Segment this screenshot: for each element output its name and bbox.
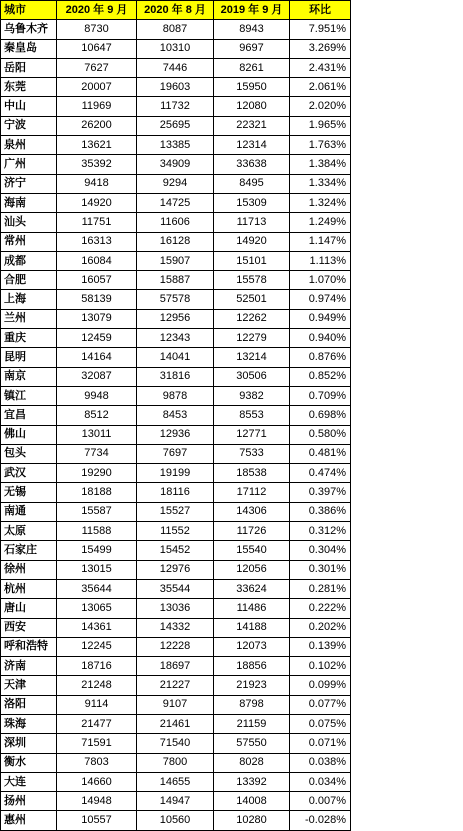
price-2020-sep-cell: 35644	[57, 579, 137, 598]
mom-change-cell: 0.876%	[290, 348, 351, 367]
price-2019-sep-cell: 12080	[214, 97, 290, 116]
price-2019-sep-cell: 17112	[214, 483, 290, 502]
city-cell: 衡水	[1, 753, 57, 772]
mom-change-cell: 0.075%	[290, 714, 351, 733]
price-2019-sep-cell: 22321	[214, 116, 290, 135]
price-2020-sep-cell: 7803	[57, 753, 137, 772]
city-cell: 天津	[1, 676, 57, 695]
price-2020-aug-cell: 11552	[137, 522, 214, 541]
city-cell: 济南	[1, 657, 57, 676]
city-cell: 太原	[1, 522, 57, 541]
city-cell: 泉州	[1, 136, 57, 155]
price-2020-aug-cell: 9294	[137, 174, 214, 193]
mom-change-cell: 0.974%	[290, 290, 351, 309]
price-2020-sep-cell: 16057	[57, 271, 137, 290]
price-2019-sep-cell: 7533	[214, 444, 290, 463]
price-2020-aug-cell: 15887	[137, 271, 214, 290]
price-2019-sep-cell: 13392	[214, 772, 290, 791]
mom-change-cell: 1.147%	[290, 232, 351, 251]
mom-change-cell: 1.334%	[290, 174, 351, 193]
city-cell: 呼和浩特	[1, 637, 57, 656]
mom-change-cell: 2.061%	[290, 78, 351, 97]
price-2019-sep-cell: 57550	[214, 734, 290, 753]
city-cell: 杭州	[1, 579, 57, 598]
price-2020-aug-cell: 11732	[137, 97, 214, 116]
price-2019-sep-cell: 30506	[214, 367, 290, 386]
price-2019-sep-cell: 10280	[214, 811, 290, 830]
price-2020-sep-cell: 13011	[57, 425, 137, 444]
city-cell: 宁波	[1, 116, 57, 135]
table-row	[1, 39, 351, 58]
city-cell: 中山	[1, 97, 57, 116]
city-cell: 广州	[1, 155, 57, 174]
price-2019-sep-cell: 52501	[214, 290, 290, 309]
table-row	[1, 792, 351, 811]
city-cell: 宜昌	[1, 406, 57, 425]
price-2020-aug-cell: 7446	[137, 58, 214, 77]
price-2019-sep-cell: 12262	[214, 309, 290, 328]
price-2020-sep-cell: 71591	[57, 734, 137, 753]
mom-change-cell: 0.071%	[290, 734, 351, 753]
price-2020-aug-cell: 34909	[137, 155, 214, 174]
price-2020-aug-cell: 14725	[137, 193, 214, 212]
price-2020-aug-cell: 7697	[137, 444, 214, 463]
price-2019-sep-cell: 15950	[214, 78, 290, 97]
mom-change-cell: 1.763%	[290, 136, 351, 155]
mom-change-cell: 0.099%	[290, 676, 351, 695]
mom-change-cell: 1.384%	[290, 155, 351, 174]
table-row	[1, 193, 351, 212]
price-2020-sep-cell: 21248	[57, 676, 137, 695]
mom-change-cell: 0.301%	[290, 560, 351, 579]
table-row	[1, 58, 351, 77]
mom-change-cell: 0.007%	[290, 792, 351, 811]
price-2020-sep-cell: 32087	[57, 367, 137, 386]
price-2020-aug-cell: 12976	[137, 560, 214, 579]
city-cell: 珠海	[1, 714, 57, 733]
column-header-2020-sep: 2020 年 9 月	[57, 1, 137, 20]
price-2020-sep-cell: 7734	[57, 444, 137, 463]
table-row	[1, 136, 351, 155]
mom-change-cell: 0.698%	[290, 406, 351, 425]
price-2020-sep-cell: 35392	[57, 155, 137, 174]
price-2020-sep-cell: 10647	[57, 39, 137, 58]
table-row	[1, 213, 351, 232]
price-2019-sep-cell: 12056	[214, 560, 290, 579]
price-2020-sep-cell: 9418	[57, 174, 137, 193]
city-cell: 无锡	[1, 483, 57, 502]
table-row	[1, 386, 351, 405]
city-cell: 常州	[1, 232, 57, 251]
price-2020-aug-cell: 13385	[137, 136, 214, 155]
price-2020-aug-cell: 11606	[137, 213, 214, 232]
price-2020-aug-cell: 16128	[137, 232, 214, 251]
price-2020-sep-cell: 18716	[57, 657, 137, 676]
price-2020-aug-cell: 12228	[137, 637, 214, 656]
price-2020-aug-cell: 19199	[137, 464, 214, 483]
city-cell: 惠州	[1, 811, 57, 830]
table-row	[1, 695, 351, 714]
table-row	[1, 560, 351, 579]
mom-change-cell: 0.397%	[290, 483, 351, 502]
table-row	[1, 657, 351, 676]
price-2019-sep-cell: 8028	[214, 753, 290, 772]
city-cell: 海南	[1, 193, 57, 212]
price-2019-sep-cell: 8553	[214, 406, 290, 425]
city-cell: 昆明	[1, 348, 57, 367]
city-cell: 扬州	[1, 792, 57, 811]
table-body	[1, 20, 351, 830]
price-2020-aug-cell: 19603	[137, 78, 214, 97]
table-row	[1, 174, 351, 193]
table-row	[1, 155, 351, 174]
table-row	[1, 78, 351, 97]
table-row	[1, 116, 351, 135]
price-2020-aug-cell: 12956	[137, 309, 214, 328]
table-row	[1, 20, 351, 39]
table-row	[1, 502, 351, 521]
price-2020-sep-cell: 18188	[57, 483, 137, 502]
city-cell: 秦皇岛	[1, 39, 57, 58]
table-row	[1, 444, 351, 463]
city-cell: 佛山	[1, 425, 57, 444]
mom-change-cell: 0.474%	[290, 464, 351, 483]
price-2020-sep-cell: 12459	[57, 329, 137, 348]
price-2020-sep-cell: 12245	[57, 637, 137, 656]
price-2020-aug-cell: 18697	[137, 657, 214, 676]
price-2020-sep-cell: 13065	[57, 599, 137, 618]
table-row	[1, 367, 351, 386]
city-cell: 洛阳	[1, 695, 57, 714]
price-2020-sep-cell: 13015	[57, 560, 137, 579]
column-header-2019-sep: 2019 年 9 月	[214, 1, 290, 20]
mom-change-cell: 2.020%	[290, 97, 351, 116]
price-2019-sep-cell: 14920	[214, 232, 290, 251]
mom-change-cell: 1.965%	[290, 116, 351, 135]
city-cell: 汕头	[1, 213, 57, 232]
price-2020-aug-cell: 57578	[137, 290, 214, 309]
price-2020-sep-cell: 10557	[57, 811, 137, 830]
table-row	[1, 811, 351, 830]
table-row	[1, 714, 351, 733]
price-2020-aug-cell: 35544	[137, 579, 214, 598]
table-row	[1, 232, 351, 251]
mom-change-cell: 3.269%	[290, 39, 351, 58]
mom-change-cell: 0.102%	[290, 657, 351, 676]
price-2019-sep-cell: 9697	[214, 39, 290, 58]
table-row	[1, 599, 351, 618]
table-row	[1, 618, 351, 637]
city-cell: 合肥	[1, 271, 57, 290]
city-cell: 武汉	[1, 464, 57, 483]
price-2019-sep-cell: 18856	[214, 657, 290, 676]
price-2020-sep-cell: 7627	[57, 58, 137, 77]
price-2020-aug-cell: 12936	[137, 425, 214, 444]
price-2020-aug-cell: 15452	[137, 541, 214, 560]
price-2019-sep-cell: 14008	[214, 792, 290, 811]
price-2020-aug-cell: 15527	[137, 502, 214, 521]
price-2020-aug-cell: 10560	[137, 811, 214, 830]
mom-change-cell: -0.028%	[290, 811, 351, 830]
city-cell: 石家庄	[1, 541, 57, 560]
city-cell: 岳阳	[1, 58, 57, 77]
table-row	[1, 772, 351, 791]
price-2019-sep-cell: 13214	[214, 348, 290, 367]
city-cell: 上海	[1, 290, 57, 309]
price-2019-sep-cell: 33638	[214, 155, 290, 174]
city-cell: 乌鲁木齐	[1, 20, 57, 39]
price-2019-sep-cell: 12073	[214, 637, 290, 656]
table-row	[1, 676, 351, 695]
mom-change-cell: 7.951%	[290, 20, 351, 39]
table-row	[1, 483, 351, 502]
price-2020-sep-cell: 15587	[57, 502, 137, 521]
price-2020-aug-cell: 14655	[137, 772, 214, 791]
price-2020-sep-cell: 8512	[57, 406, 137, 425]
table-row	[1, 348, 351, 367]
mom-change-cell: 0.034%	[290, 772, 351, 791]
mom-change-cell: 0.709%	[290, 386, 351, 405]
mom-change-cell: 0.038%	[290, 753, 351, 772]
price-2019-sep-cell: 8943	[214, 20, 290, 39]
price-2020-aug-cell: 21461	[137, 714, 214, 733]
table-row	[1, 97, 351, 116]
table-row	[1, 251, 351, 270]
mom-change-cell: 1.324%	[290, 193, 351, 212]
table-row	[1, 309, 351, 328]
price-2020-sep-cell: 15499	[57, 541, 137, 560]
price-2019-sep-cell: 12314	[214, 136, 290, 155]
table-row	[1, 734, 351, 753]
price-2020-aug-cell: 7800	[137, 753, 214, 772]
table-row	[1, 290, 351, 309]
table-row	[1, 425, 351, 444]
mom-change-cell: 1.113%	[290, 251, 351, 270]
price-2020-sep-cell: 13079	[57, 309, 137, 328]
mom-change-cell: 0.481%	[290, 444, 351, 463]
price-2020-sep-cell: 21477	[57, 714, 137, 733]
mom-change-cell: 0.077%	[290, 695, 351, 714]
table-row	[1, 329, 351, 348]
price-2020-aug-cell: 9107	[137, 695, 214, 714]
price-2020-aug-cell: 25695	[137, 116, 214, 135]
price-2019-sep-cell: 11713	[214, 213, 290, 232]
price-2020-aug-cell: 71540	[137, 734, 214, 753]
price-2020-sep-cell: 20007	[57, 78, 137, 97]
price-2019-sep-cell: 14188	[214, 618, 290, 637]
mom-change-cell: 1.070%	[290, 271, 351, 290]
price-2019-sep-cell: 8261	[214, 58, 290, 77]
city-cell: 南京	[1, 367, 57, 386]
price-2020-sep-cell: 11969	[57, 97, 137, 116]
price-2020-sep-cell: 9114	[57, 695, 137, 714]
mom-change-cell: 0.304%	[290, 541, 351, 560]
mom-change-cell: 0.386%	[290, 502, 351, 521]
mom-change-cell: 0.312%	[290, 522, 351, 541]
price-2020-aug-cell: 21227	[137, 676, 214, 695]
price-2019-sep-cell: 18538	[214, 464, 290, 483]
price-2020-aug-cell: 14041	[137, 348, 214, 367]
price-2019-sep-cell: 12771	[214, 425, 290, 444]
price-2019-sep-cell: 15309	[214, 193, 290, 212]
city-cell: 徐州	[1, 560, 57, 579]
city-cell: 重庆	[1, 329, 57, 348]
price-2020-sep-cell: 16084	[57, 251, 137, 270]
table-row	[1, 271, 351, 290]
price-2020-sep-cell: 14361	[57, 618, 137, 637]
city-cell: 成都	[1, 251, 57, 270]
mom-change-cell: 0.222%	[290, 599, 351, 618]
price-2020-sep-cell: 19290	[57, 464, 137, 483]
price-2019-sep-cell: 15540	[214, 541, 290, 560]
price-2019-sep-cell: 21923	[214, 676, 290, 695]
mom-change-cell: 0.949%	[290, 309, 351, 328]
price-2019-sep-cell: 9382	[214, 386, 290, 405]
mom-change-cell: 0.281%	[290, 579, 351, 598]
table-row	[1, 541, 351, 560]
city-cell: 镇江	[1, 386, 57, 405]
table-row	[1, 637, 351, 656]
city-cell: 包头	[1, 444, 57, 463]
price-2020-aug-cell: 8087	[137, 20, 214, 39]
table-row	[1, 579, 351, 598]
price-2019-sep-cell: 15101	[214, 251, 290, 270]
price-2020-sep-cell: 26200	[57, 116, 137, 135]
column-header-2020-aug: 2020 年 8 月	[137, 1, 214, 20]
price-2020-aug-cell: 18116	[137, 483, 214, 502]
city-cell: 济宁	[1, 174, 57, 193]
column-header-mom: 环比	[290, 1, 351, 20]
mom-change-cell: 0.139%	[290, 637, 351, 656]
price-2020-sep-cell: 14920	[57, 193, 137, 212]
table-row	[1, 753, 351, 772]
price-2019-sep-cell: 11486	[214, 599, 290, 618]
price-2019-sep-cell: 21159	[214, 714, 290, 733]
city-cell: 深圳	[1, 734, 57, 753]
city-cell: 南通	[1, 502, 57, 521]
mom-change-cell: 0.940%	[290, 329, 351, 348]
price-2019-sep-cell: 15578	[214, 271, 290, 290]
price-2019-sep-cell: 8495	[214, 174, 290, 193]
mom-change-cell: 0.852%	[290, 367, 351, 386]
table-row	[1, 522, 351, 541]
price-2019-sep-cell: 12279	[214, 329, 290, 348]
price-2020-aug-cell: 14332	[137, 618, 214, 637]
price-2020-sep-cell: 16313	[57, 232, 137, 251]
mom-change-cell: 2.431%	[290, 58, 351, 77]
mom-change-cell: 0.580%	[290, 425, 351, 444]
price-2020-aug-cell: 9878	[137, 386, 214, 405]
price-2020-aug-cell: 15907	[137, 251, 214, 270]
table-row	[1, 464, 351, 483]
price-2020-sep-cell: 14164	[57, 348, 137, 367]
mom-change-cell: 0.202%	[290, 618, 351, 637]
city-cell: 兰州	[1, 309, 57, 328]
price-2020-sep-cell: 11751	[57, 213, 137, 232]
city-cell: 东莞	[1, 78, 57, 97]
column-header-city: 城市	[1, 1, 57, 20]
price-2020-aug-cell: 14947	[137, 792, 214, 811]
price-2020-sep-cell: 14948	[57, 792, 137, 811]
city-cell: 西安	[1, 618, 57, 637]
price-2020-sep-cell: 14660	[57, 772, 137, 791]
table-row	[1, 406, 351, 425]
header-row	[1, 1, 351, 20]
price-2019-sep-cell: 33624	[214, 579, 290, 598]
price-2020-aug-cell: 31816	[137, 367, 214, 386]
price-2019-sep-cell: 14306	[214, 502, 290, 521]
price-2019-sep-cell: 8798	[214, 695, 290, 714]
price-2020-sep-cell: 58139	[57, 290, 137, 309]
mom-change-cell: 1.249%	[290, 213, 351, 232]
price-2020-aug-cell: 12343	[137, 329, 214, 348]
price-2020-sep-cell: 9948	[57, 386, 137, 405]
price-2020-sep-cell: 11588	[57, 522, 137, 541]
price-2020-sep-cell: 13621	[57, 136, 137, 155]
city-cell: 大连	[1, 772, 57, 791]
price-2020-aug-cell: 13036	[137, 599, 214, 618]
city-cell: 唐山	[1, 599, 57, 618]
price-2019-sep-cell: 11726	[214, 522, 290, 541]
price-2020-aug-cell: 8453	[137, 406, 214, 425]
price-2020-sep-cell: 8730	[57, 20, 137, 39]
price-2020-aug-cell: 10310	[137, 39, 214, 58]
